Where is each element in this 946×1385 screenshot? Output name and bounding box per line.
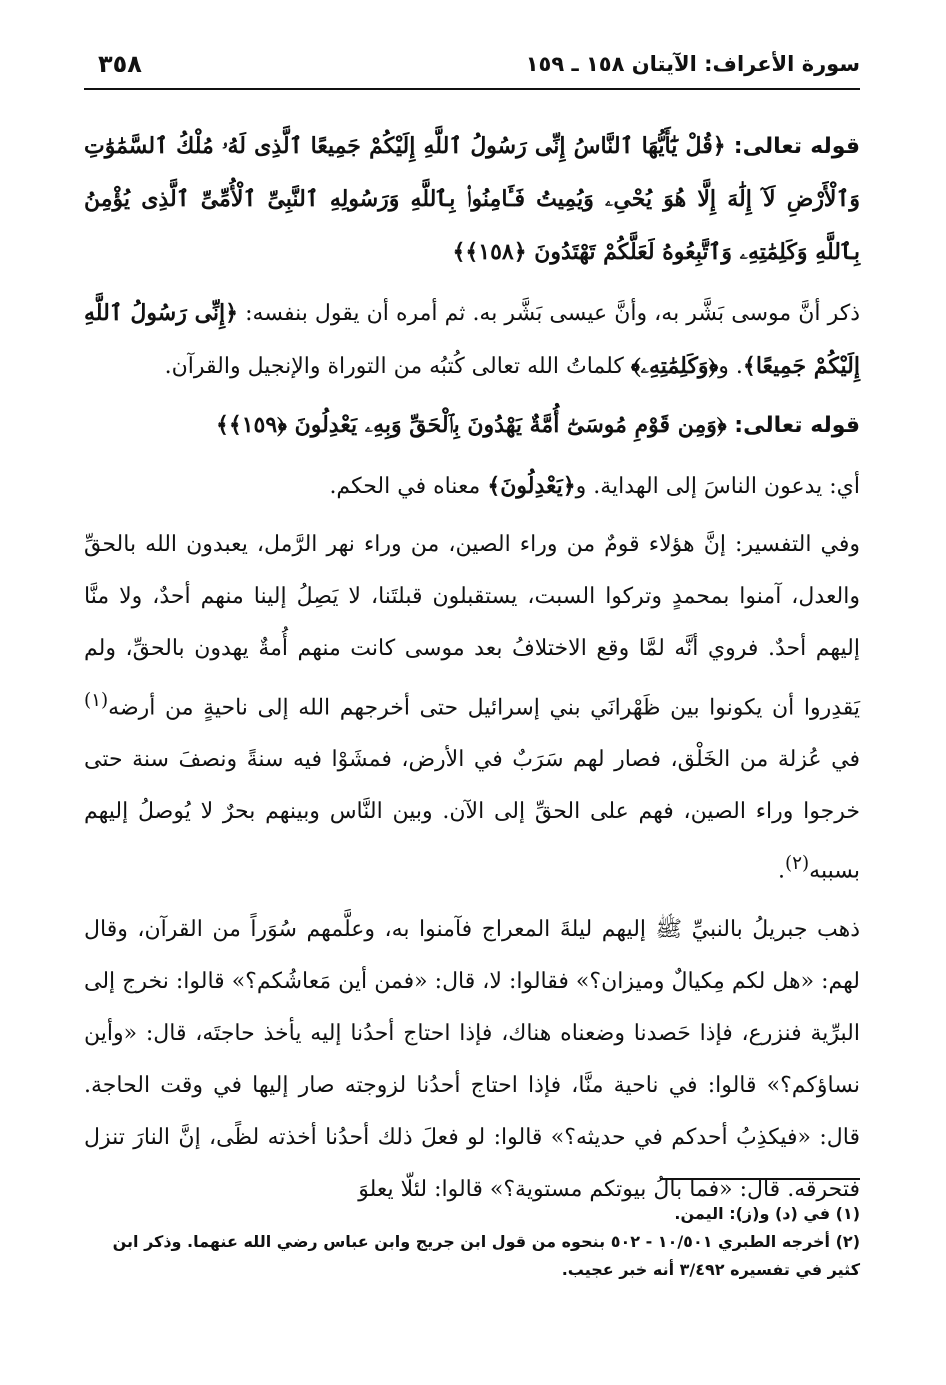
text-segment: كلماتُ الله تعالى كُتبُه من التوراة والإنجيل والقرآن. <box>164 354 631 379</box>
paragraph-verse-159 <box>84 399 860 452</box>
text-segment: أي: يدعون الناسَ إلى الهداية. و <box>575 474 860 499</box>
verse-intro: قوله تعالى: <box>726 413 860 438</box>
footnote-1: (١) في (د) و(ز): اليمن. <box>674 1204 860 1223</box>
paragraph-verse-158 <box>84 120 860 279</box>
footnote-2: (٢) أخرجه الطبري ١٠/٥٠١ - ٥٠٢ بنحوه من قول ابن جريج وابن عباس رضي الله عنهما. وذكر ابن كثير في تفسيره ٣/٤٩٢ أنه خبر عجيب. <box>112 1232 860 1279</box>
verse-intro: قوله تعالى: <box>725 134 860 159</box>
text-segment: ذكر أنَّ موسى بَشَّر به، وأنَّ عيسى بَشَّر به. ثم أمره أن يقول بنفسه: <box>238 301 860 326</box>
paragraph-miraj <box>84 904 860 1216</box>
footnote-ref-2[interactable]: (٢) <box>785 853 810 875</box>
paragraph-commentary-159 <box>84 460 860 513</box>
text-segment: في عُزلة من الخَلْق، فصار لهم سَرَبٌ في الأرض، فمشَوْا فيه سنةً ونصفَ سنة حتى خرجوا وراء الصين، فهم على الحقِّ إلى الآن. وبين النَّاس وبينهم بحرٌ لا يُوصلُ إليهم بسببه <box>84 747 860 884</box>
paragraph-tafsir <box>84 519 860 898</box>
page-number: ٣٥٨ <box>98 50 142 78</box>
main-text <box>84 120 860 1222</box>
text-segment: وفي التفسير: إنَّ هؤلاء قومٌ من وراء الصين، من وراء نهر الرَّمل، يعبدون الله بالحقِّ والعدل، آمنوا بمحمدٍ وتركوا السبت، يستقبلون قبلتَنا، لا يَصِلُ إلينا منهم أحدٌ، ولا منَّا إليهم أحدٌ. فروي أنَّه لمَّا وقع الاختلافُ بعد موسى كانت منهم أُمةٌ يهدون بالحقِّ، ولم يَقدِروا أن يكونوا بين ظَهْرانَي بني إسرائيل حتى أخرجهم الله إلى ناحيةٍ من أرضه <box>84 532 860 721</box>
footnote-divider <box>660 1178 860 1180</box>
quran-quote: ﴿يَعْدِلُونَ﴾ <box>487 473 576 499</box>
quran-quote: ﴿وَكَلِمَٰتِهِۦ﴾ <box>630 353 719 379</box>
quran-verse-159: ﴿وَمِن قَوْمِ مُوسَىٰٓ أُمَّةٌ يَهْدُونَ بِٱلْحَقِّ وَبِهِۦ يَعْدِلُونَ ﴿١٥٩﴾﴾ <box>215 412 727 438</box>
footnote-ref-1[interactable]: (١) <box>84 690 109 711</box>
paragraph-commentary-158 <box>84 287 860 393</box>
text-segment: . و <box>718 354 743 379</box>
page-header <box>84 50 860 90</box>
text-segment: معناه في الحكم. <box>329 474 488 499</box>
quran-verse-158: ﴿قُلْ يَٰٓأَيُّهَا ٱلنَّاسُ إِنِّى رَسُولُ ٱللَّهِ إِلَيْكُمْ جَمِيعًا ٱلَّذِى لَهُۥ مُلْكُ ٱلسَّمَٰوَٰتِ وَٱلْأَرْضِ لَآ إِلَٰهَ إِلَّا هُوَ يُحْىِۦ وَيُمِيتُ فَـَٔامِنُوا۟ بِٱللَّهِ وَرَسُولِهِ ٱلنَّبِىِّ ٱلْأُمِّىِّ ٱلَّذِى يُؤْمِنُ بِٱللَّهِ وَكَلِمَٰتِهِۦ وَٱتَّبِعُوهُ لَعَلَّكُمْ تَهْتَدُونَ ﴿١٥٨﴾﴾ <box>84 133 860 265</box>
text-segment: . <box>778 858 785 884</box>
text-segment: ذهب جبريلُ بالنبيِّ ﷺ إليهم ليلةَ المعراج فآمنوا به، وعلَّمهم سُوَراً من القرآن، وقال لهم: «هل لكم مِكيالٌ وميزان؟» فقالوا: لا، قال: «فمن أين مَعاشُكم؟» قالوا: نخرج إلى البرِّية فنزرع، فإذا حَصدنا وضعناه هناك، فإذا احتاج أحدُنا إليه يأخذ حاجتَه، قال: «وأين نساؤكم؟» قالوا: في ناحية منَّا، فإذا احتاج أحدُنا لزوجته صار إليها في وقت الحاجة. قال: «فيكذِبُ أحدكم في حديثه؟» قالوا: لو فعلَ ذلك أحدُنا أخذته لظًى، إنَّ النارَ تنزل فتحرقه. قال: «فما بالُ بيوتكم مستوية؟» قالوا: لئلّا يعلوَ <box>84 916 860 1202</box>
footnotes <box>84 1200 860 1284</box>
quran-quote: ﴿إِنِّى رَسُولُ ٱللَّهِ إِلَيْكُمْ جَمِيعًا﴾ <box>84 300 860 379</box>
running-title: سورة الأعراف: الآيتان ١٥٨ ـ ١٥٩ <box>525 52 860 76</box>
